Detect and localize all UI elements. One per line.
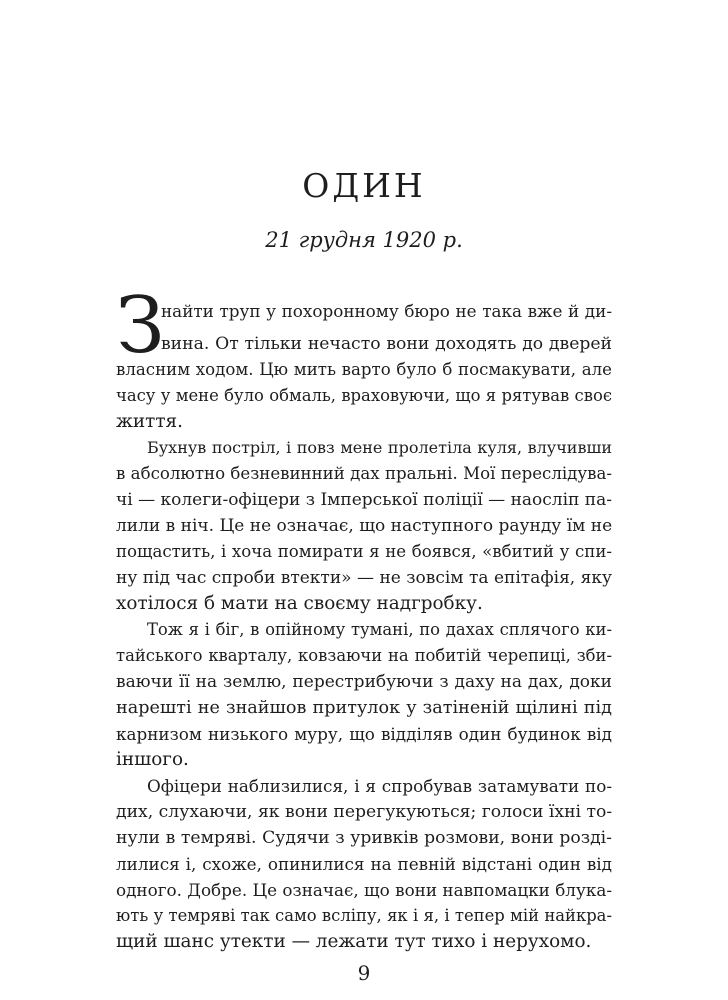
drop-cap: З <box>116 281 165 371</box>
text-line: іншого. <box>116 749 189 770</box>
text-line: Тож я і біг, в опійному тумані, по дахах сплячого ки- <box>147 620 612 639</box>
page-number: 9 <box>357 961 371 985</box>
text-line: власним ходом. Цю мить варто було б посмакувати, але <box>116 360 612 379</box>
text-line: нарешті не знайшов притулок у затіненій щілині під <box>116 698 612 718</box>
chapter-title: ОДИН <box>302 166 426 205</box>
text-line: карнизом низького муру, що відділяв один будинок від <box>116 724 612 744</box>
text-line: ють у темряві так само всліпу, як і я, і тепер мій найкра- <box>116 906 612 925</box>
text-line: Офіцери наблизилися, і я спробував затамувати по- <box>147 776 612 796</box>
text-line: пощастить, і хоча помирати я не боявся, «вбитий у спи- <box>116 542 612 561</box>
text-line: лилися і, схоже, опинилися на певній відстані один від <box>116 854 612 874</box>
text-line: лили в ніч. Це не означає, що наступного раунду їм не <box>116 516 613 536</box>
text-line: найти труп у похоронному бюро не така вже й ди- <box>161 301 612 321</box>
text-line: в абсолютно безневинний дах пральні. Мої переслідува- <box>116 464 612 483</box>
text-line: щий шанс утекти — лежати тут тихо і нерухомо. <box>116 931 592 952</box>
text-line: ваючи її на землю, перестрибуючи з даху на дах, доки <box>116 672 612 692</box>
text-line: життя. <box>116 411 183 432</box>
text-line: хотілося б мати на своєму надгробку. <box>116 593 483 614</box>
text-line: Бухнув постріл, і повз мене пролетіла куля, влучивши <box>147 438 612 457</box>
chapter-date: 21 грудня 1920 р. <box>265 228 463 252</box>
text-line: часу у мене було обмаль, враховуючи, що я рятував своє <box>116 386 612 405</box>
text-line: вина. От тільки нечасто вони доходять до дверей <box>161 334 612 354</box>
text-line: тайського кварталу, ковзаючи на побитій черепиці, зби- <box>116 646 612 665</box>
text-line: нули в темряві. Судячи з уривків розмови, вони розді- <box>116 828 612 848</box>
text-line: дих, слухаючи, як вони перегукуються; голоси їхні то- <box>116 802 613 822</box>
text-line: одного. Добре. Це означає, що вони навпомацки блука- <box>116 880 612 900</box>
text-line: ну під час спроби втекти» — не зовсім та епітафія, яку <box>116 568 612 588</box>
text-line: чі — колеги-офіцери з Імперської поліції — наосліп па- <box>116 490 612 510</box>
